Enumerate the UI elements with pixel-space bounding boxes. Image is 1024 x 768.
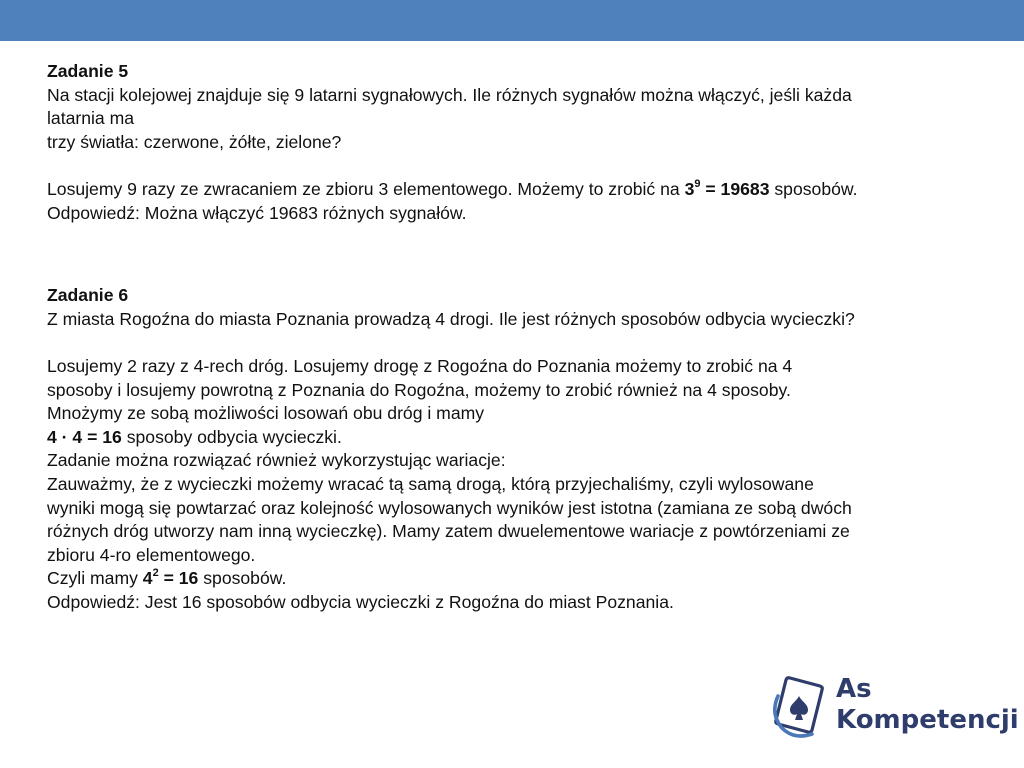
- task5-question-line-3: trzy światła: czerwone, żółte, zielone?: [47, 131, 342, 152]
- task6-power-exponent: 2: [152, 567, 159, 580]
- task6-heading: Zadanie 6: [47, 285, 129, 306]
- task6-answer: Odpowiedź: Jest 16 sposobów odbycia wycieczki z Rogoźna do miast Poznania.: [47, 591, 674, 612]
- task5-question-line-1: Na stacji kolejowej znajduje się 9 latarni sygnałowych. Ile różnych sygnałów można włączyć, jeśli każda: [47, 84, 852, 105]
- spade-card-icon: [768, 674, 828, 740]
- task6-power-suffix: sposobów.: [198, 568, 287, 589]
- task6-variation-line-4: różnych dróg utworzy nam inną wycieczkę). Mamy zatem dwuelementowe wariacje z powtórzeniami ze: [47, 521, 850, 542]
- task5-power-expression: [685, 179, 770, 199]
- header-bar: [0, 0, 1024, 41]
- task6-question: Z miasta Rogoźna do miasta Poznania prowadzą 4 drogi. Ile jest różnych sposobów odbycia wycieczki?: [47, 308, 855, 329]
- task5-answer: Odpowiedź: Można włączyć 19683 różnych sygnałów.: [47, 202, 467, 223]
- task5-solution-prefix: Losujemy 9 razy ze zwracaniem ze zbioru 3 elementowego. Możemy to zrobić na: [47, 178, 685, 199]
- task6-line-1: Losujemy 2 razy z 4-rech dróg. Losujemy drogę z Rogoźna do Poznania możemy to zrobić na 4: [47, 355, 793, 376]
- task6-product-rest: sposoby odbycia wycieczki.: [121, 426, 342, 447]
- task5-question-line-2: latarnia ma: [47, 108, 135, 129]
- task5-power-exponent: 9: [694, 178, 701, 191]
- task5-heading: Zadanie 5: [47, 61, 129, 81]
- task6-power-prefix: Czyli mamy: [47, 568, 143, 589]
- logo-text-line-2: Kompetencji: [836, 705, 1019, 735]
- task6-product: [47, 426, 997, 450]
- task6-line-3: Mnożymy ze sobą możliwości losowań obu dróg i mamy: [47, 403, 485, 424]
- task6-power-result: = 16: [158, 568, 199, 589]
- task6-power-base: 4: [142, 568, 153, 589]
- logo-text-line-1: As: [836, 674, 872, 704]
- task6-variation-line-2: Zauważmy, że z wycieczki możemy wracać tą samą drogą, którą przyjechaliśmy, czyli wylosowane: [47, 473, 814, 494]
- slide-content: [47, 60, 997, 614]
- task6-power-expression: [143, 568, 199, 588]
- task6-variation-line-5: zbioru 4-ro elementowego.: [47, 544, 256, 565]
- task6-variation-line-1: Zadanie można rozwiązać również wykorzystując wariacje:: [47, 450, 506, 471]
- task5-solution: [47, 178, 997, 202]
- task5-power-result: = 19683: [700, 178, 770, 199]
- task5-power-base: 3: [684, 178, 695, 199]
- task6-line-2: sposoby i losujemy powrotną z Poznania do Rogoźna, możemy to zrobić również na 4 sposoby.: [47, 379, 791, 400]
- task6-variation-line-3: wyniki mogą się powtarzać oraz kolejność wylosowanych wyników jest istotna (zamiana ze sobą dwóch: [47, 497, 852, 518]
- task6-product-expression: 4 · 4 = 16: [47, 426, 122, 447]
- task5-solution-suffix: sposobów.: [769, 178, 858, 199]
- logo-text: [836, 674, 1019, 736]
- task6-power-line: [47, 567, 997, 591]
- as-kompetencji-logo: [768, 674, 1019, 744]
